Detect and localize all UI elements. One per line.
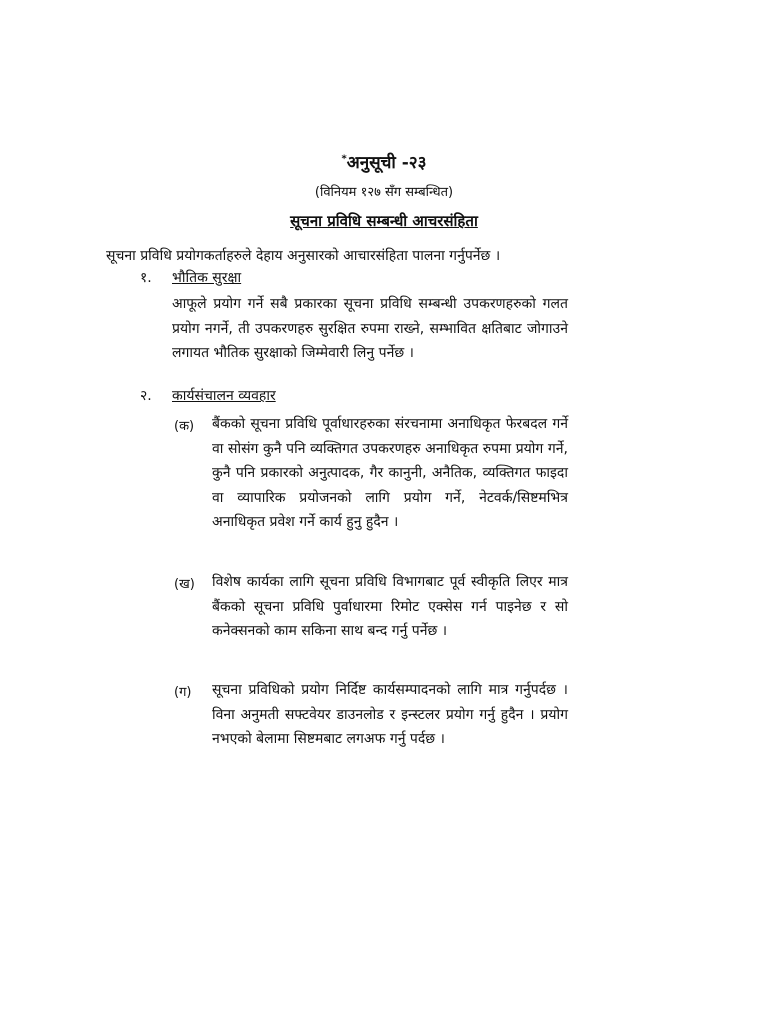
heading-text: सूचना प्रविधि सम्बन्धी आचरसंहिता [290,212,478,230]
page-title [0,150,768,173]
item-ga-text: सूचना प्रविधिको प्रयोग निर्दिष्ट कार्यसम्पादनको लागि मात्र गर्नुपर्दछ । विना अनुमती सफ्टवेयर डाउनलोड र इन्स्टलर प्रयोग गर्नु हुदैन । प्रयोग नभएको बेलामा सिष्टमबाट लगअफ गर्नु पर्दछ । [212,682,568,747]
item-ka-label: (क) [174,419,195,434]
item-ga-label: (ग) [174,685,192,700]
section-1-body: आफूले प्रयोग गर्ने सबै प्रकारका सूचना प्रविधि सम्बन्धी उपकरणहरुको गलत प्रयोग नगर्ने, ती उपकरणहरु सुरक्षित रुपमा राख्ने, सम्भावित क्षतिबाट जोगाउने लगायत भौतिक सुरक्षाको जिम्मेवारी लिनु पर्नेछ । [172,296,568,361]
intro-paragraph: सूचना प्रविधि प्रयोगकर्ताहरुले देहाय अनुसारको आचारसंहिता पालना गर्नुपर्नेछ । [106,248,501,264]
item-kha-text: विशेष कार्यका लागि सूचना प्रविधि विभागबाट पूर्व स्वीकृति लिएर मात्र बैंकको सूचना प्रविधि पुर्वाधारमा रिमोट एक्सेस गर्न पाइनेछ र सो कनेक्सनको काम सकिना साथ बन्द गर्नु पर्नेछ । [212,574,568,639]
section-1-number: १. [140,270,152,286]
section-1-title: भौतिक सुरक्षा [172,270,242,286]
page-subtitle: (विनियम १२७ सँग सम्बन्धित) [314,185,454,200]
section-heading [0,211,768,231]
item-kha-label: (ख) [174,577,195,592]
item-ka-text: बैंकको सूचना प्रविधि पूर्वाधारहरुका संरचनामा अनाधिकृत फेरबदल गर्ने वा सोसंग कुनै पनि व्यक्तिगत उपकरणहरु अनाधिकृत रुपमा प्रयोग गर्ने, कुनै पनि प्रकारको अनुत्पादक, गैर कानुनी, अनैतिक, व्यक्तिगत फाइदा वा व्यापारिक प्रयोजनको लागि प्रयोग गर्ने, नेटवर्क/सिष्टमभित्र अनाधिकृत प्रवेश गर्ने कार्य हुनु हुदैन । [212,416,568,530]
section-2-title: कार्यसंचालन व्यवहार [172,388,276,404]
footnote-mark: * [341,153,347,165]
title-text: अनुसूची -२३ [346,153,427,173]
section-2-number: २. [140,388,152,404]
